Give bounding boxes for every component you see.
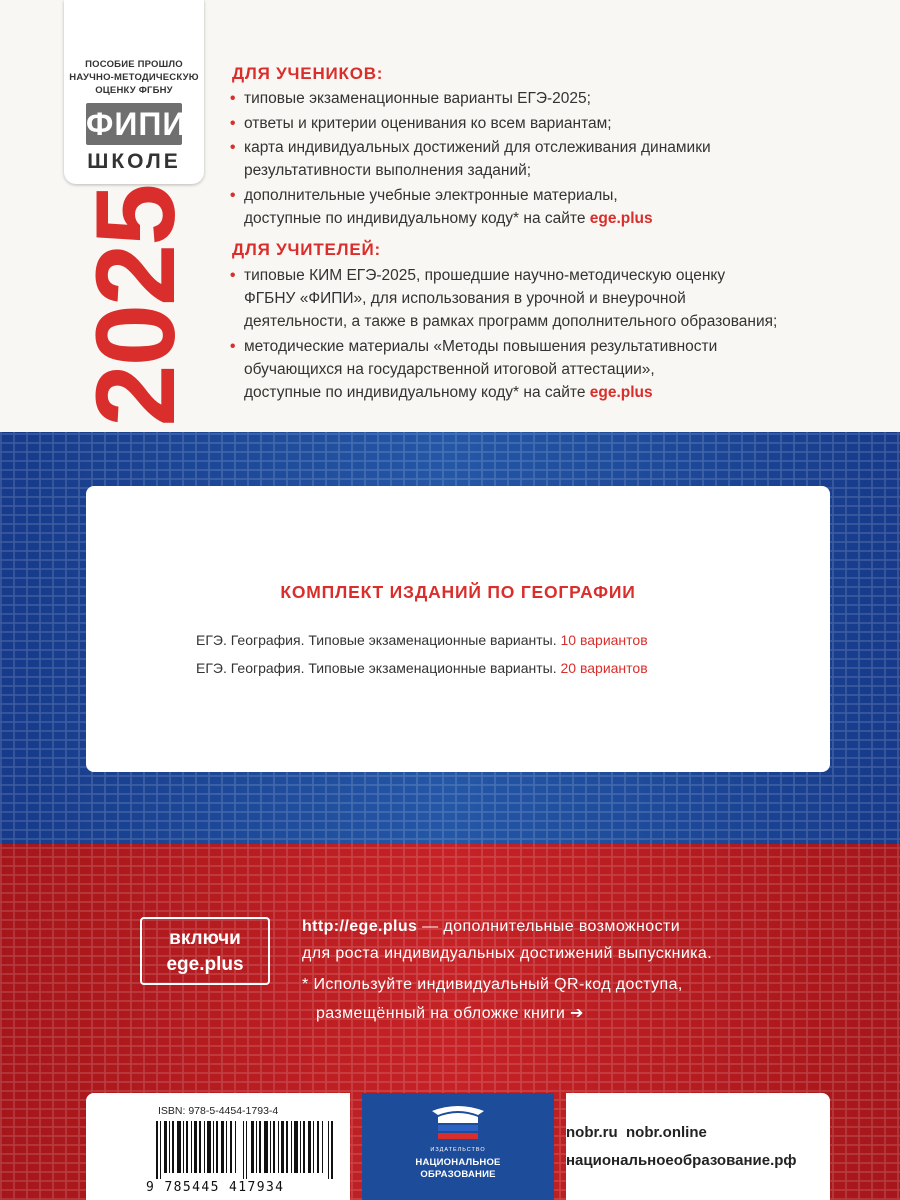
promo-line — [302, 918, 680, 936]
list-item — [230, 112, 870, 135]
publisher-small: ИЗДАТЕЛЬСТВО — [430, 1147, 486, 1153]
publisher-logo-icon — [428, 1103, 488, 1143]
promo-line: для роста индивидуальных достижений выпускника. — [302, 945, 713, 962]
bullet-icon: • — [230, 337, 236, 355]
publisher-name-line: ОБРАЗОВАНИЕ — [420, 1169, 496, 1180]
list-item — [230, 184, 870, 230]
item-text: доступные по индивидуальному коду* на сайте — [244, 209, 590, 227]
kit-item-accent: 20 вариантов — [560, 660, 648, 676]
item-text: методические материалы «Методы повышения результативности — [244, 337, 718, 355]
site-links — [566, 1124, 707, 1141]
promo-note: * Используйте индивидуальный QR-код доступа, — [302, 976, 683, 993]
students-title: ДЛЯ УЧЕНИКОВ: — [232, 64, 384, 83]
fipi-badge — [64, 0, 204, 184]
teachers-list — [230, 264, 870, 405]
promo-text: — дополнительные возможности — [417, 918, 681, 935]
site-link[interactable]: nobr.online — [626, 1124, 707, 1141]
list-item — [230, 87, 870, 110]
item-text: обучающихся на государственной итоговой аттестации», — [244, 360, 655, 378]
site-link[interactable]: nobr.ru — [566, 1124, 618, 1141]
kit-item-text: ЕГЭ. География. Типовые экзаменационные варианты. — [196, 632, 561, 648]
kit-item-accent: 10 вариантов — [560, 632, 648, 648]
include-line: ege.plus — [166, 954, 244, 975]
ege-plus-link[interactable]: ege.plus — [589, 209, 653, 227]
isbn-digits: 9 785445 417934 — [146, 1180, 285, 1195]
badge-caption-line: НАУЧНО-МЕТОДИЧЕСКУЮ — [69, 72, 199, 83]
bullet-icon: • — [230, 90, 236, 107]
promo-url-link[interactable]: http://ege.plus — [302, 918, 418, 935]
item-text: типовые КИМ ЕГЭ-2025, прошедшие научно-методическую оценку — [244, 267, 726, 284]
publisher-name-line: НАЦИОНАЛЬНОЕ — [415, 1157, 501, 1168]
ege-plus-link[interactable]: ege.plus — [589, 383, 653, 401]
item-text: результативности выполнения заданий; — [244, 162, 532, 179]
badge-subtitle: ШКОЛЕ — [87, 150, 181, 173]
bullet-icon: • — [230, 114, 236, 132]
publisher-block — [362, 1093, 554, 1200]
year-label: 2025 — [73, 185, 198, 427]
item-text: деятельности, а также в рамках программ дополнительного образования; — [244, 313, 778, 330]
teachers-title: ДЛЯ УЧИТЕЛЕЙ: — [232, 240, 381, 259]
site-link[interactable]: национальноеобразование.рф — [566, 1152, 797, 1169]
isbn-label: ISBN: 978-5-4454-1793-4 — [158, 1105, 279, 1117]
site-gap — [618, 1124, 626, 1141]
kit-item — [196, 660, 648, 676]
students-list — [230, 87, 870, 231]
fipi-logo: ФИПИ — [86, 103, 182, 145]
kit-item-text: ЕГЭ. География. Типовые экзаменационные варианты. — [196, 660, 561, 676]
list-item — [230, 264, 870, 333]
include-ege-plus-button[interactable] — [140, 917, 270, 985]
promo-note: размещённый на обложке книги ➔ — [316, 1005, 584, 1022]
bullet-icon: • — [230, 139, 236, 156]
item-text: доступные по индивидуальному коду* на сайте — [244, 383, 590, 401]
item-text: типовые экзаменационные варианты ЕГЭ-2025; — [244, 90, 591, 107]
item-text: ФГБНУ «ФИПИ», для использования в урочной и внеурочной — [244, 290, 686, 307]
badge-caption-line: ПОСОБИЕ ПРОШЛО — [85, 59, 183, 70]
item-text: карта индивидуальных достижений для отслеживания динамики — [244, 139, 711, 156]
bullet-icon: • — [230, 267, 236, 284]
isbn-block — [86, 1093, 350, 1200]
list-item — [230, 136, 870, 182]
kit-title: КОМПЛЕКТ ИЗДАНИЙ ПО ГЕОГРАФИИ — [280, 582, 636, 602]
sites-block — [566, 1093, 830, 1200]
list-item — [230, 335, 870, 404]
include-line: включи — [169, 928, 241, 949]
kit-card — [86, 486, 830, 772]
publisher-name — [362, 1157, 554, 1181]
barcode-icon — [154, 1121, 338, 1179]
item-text: ответы и критерии оценивания ко всем вариантам; — [244, 114, 612, 132]
badge-caption-line: ОЦЕНКУ ФГБНУ — [95, 85, 173, 96]
bullet-icon: • — [230, 186, 236, 204]
kit-item — [196, 632, 648, 648]
badge-caption — [64, 58, 204, 97]
item-text: дополнительные учебные электронные материалы, — [244, 186, 618, 204]
